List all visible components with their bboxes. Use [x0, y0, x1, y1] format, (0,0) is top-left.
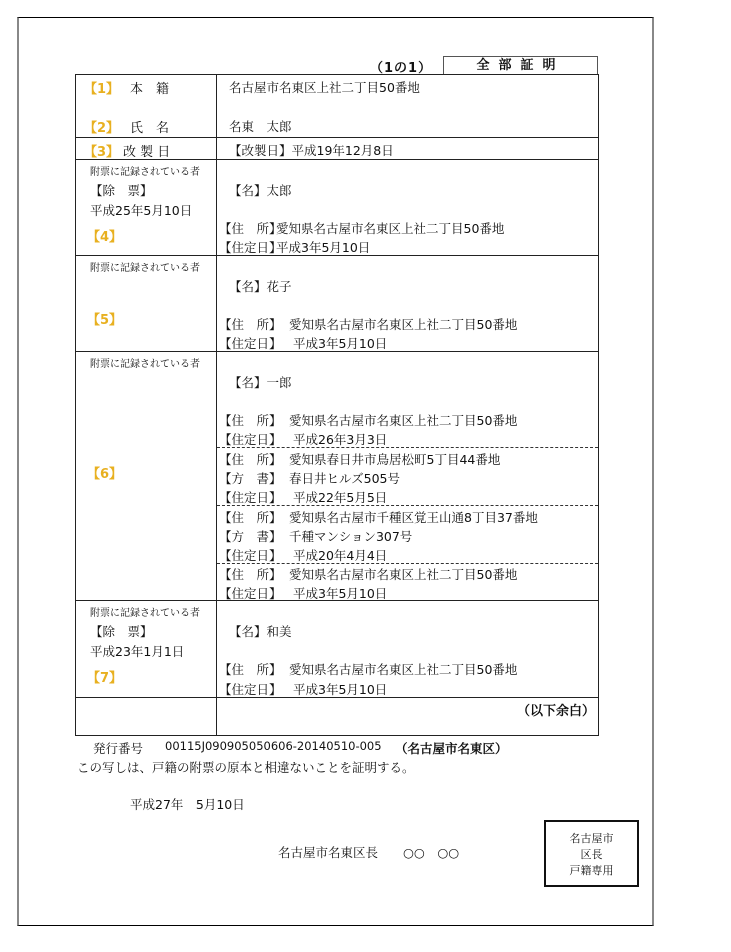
removed-date: 平成23年1月1日 [90, 644, 185, 659]
seal-line: 名古屋市 [569, 832, 614, 845]
item-number: 【6】 [87, 467, 123, 482]
address-label: 【住 所】 [219, 662, 282, 677]
residence-date-label: 【住定日】 [219, 586, 282, 601]
end-mark: （以下余白） [517, 704, 596, 719]
honseki-label: 本 籍 [130, 82, 170, 97]
residence-date-label: 【住定日】 [219, 682, 282, 697]
residence-date: 平成20年4月4日 [293, 548, 388, 563]
address-label: 【住 所】 [219, 510, 282, 525]
residence-date: 平成26年3月3日 [293, 432, 388, 447]
building-value: 千種マンション307号 [289, 529, 413, 544]
official-name: 名古屋市名東区長 ○○ ○○ [278, 845, 460, 860]
removed-label: 【除 票】 [90, 183, 153, 198]
person-header: 附票に記録されている者 [90, 359, 200, 370]
certification-text: この写しは、戸籍の附票の原本と相違ないことを証明する。 [77, 760, 415, 775]
residence-date: 平成3年5月10日 [293, 682, 388, 697]
building-label: 【方 書】 [219, 529, 282, 544]
shimei-value: 名東 太郎 [229, 119, 292, 134]
residence-date-label: 【住定日】 [219, 432, 282, 447]
building-value: 春日井ヒルズ505号 [289, 471, 400, 486]
seal-line: 戸籍専用 [569, 864, 614, 877]
address-value: 愛知県名古屋市名東区上社二丁目50番地 [289, 317, 518, 332]
item-number: 【3】 [84, 145, 120, 160]
residence-date: 平成3年5月10日 [293, 336, 388, 351]
item-number: 【1】 [84, 82, 120, 97]
residence-date: 平成3年5月10日 [276, 240, 371, 255]
issue-date: 平成27年 5月10日 [130, 797, 245, 812]
shimei-label: 氏 名 [130, 121, 170, 136]
person-name: 【名】和美 [229, 624, 292, 639]
row-divider [75, 137, 599, 138]
person-name: 【名】一郎 [229, 375, 292, 390]
kaisei-label: 改 製 日 [123, 145, 171, 160]
residence-date-label: 【住定日】 [219, 490, 282, 505]
honseki-value: 名古屋市名東区上社二丁目50番地 [229, 80, 420, 95]
address-value: 愛知県名古屋市名東区上社二丁目50番地 [276, 221, 505, 236]
residence-date-label: 【住定日】 [219, 240, 282, 255]
item-number: 【4】 [87, 230, 123, 245]
column-divider [216, 74, 217, 736]
issue-number: 00115J090905050606-20140510-005 [165, 739, 382, 753]
address-label: 【住 所】 [219, 413, 282, 428]
address-value: 愛知県名古屋市千種区覚王山通8丁目37番地 [289, 510, 538, 525]
item-number: 【5】 [87, 313, 123, 328]
address-label: 【住 所】 [219, 317, 282, 332]
residence-date: 平成22年5月5日 [293, 490, 388, 505]
residence-date-label: 【住定日】 [219, 548, 282, 563]
seal-line: 区長 [580, 848, 603, 861]
removed-date: 平成25年5月10日 [90, 203, 193, 218]
building-label: 【方 書】 [219, 471, 282, 486]
page-number: （1の1） [370, 61, 433, 76]
address-value: 愛知県名古屋市名東区上社二丁目50番地 [289, 567, 518, 582]
item-number: 【2】 [84, 121, 120, 136]
person-header: 附票に記録されている者 [90, 608, 200, 619]
address-label: 【住 所】 [219, 567, 282, 582]
residence-date: 平成3年5月10日 [293, 586, 388, 601]
person-name: 【名】太郎 [229, 183, 292, 198]
issue-number-label: 発行番号 [93, 741, 144, 756]
residence-date-label: 【住定日】 [219, 336, 282, 351]
address-value: 愛知県春日井市鳥居松町5丁目44番地 [289, 452, 501, 467]
person-name: 【名】花子 [229, 279, 292, 294]
removed-label: 【除 票】 [90, 624, 153, 639]
kaisei-value: 【改製日】平成19年12月8日 [229, 143, 394, 158]
official-seal-box [544, 820, 639, 887]
person-header: 附票に記録されている者 [90, 263, 200, 274]
certificate-type-box: 全部証明 [443, 56, 598, 75]
item-number: 【7】 [87, 671, 123, 686]
address-label: 【住 所】 [219, 452, 282, 467]
address-value: 愛知県名古屋市名東区上社二丁目50番地 [289, 662, 518, 677]
address-value: 愛知県名古屋市名東区上社二丁目50番地 [289, 413, 518, 428]
person-header: 附票に記録されている者 [90, 167, 200, 178]
issue-office: （名古屋市名東区） [395, 741, 508, 756]
address-label: 【住 所】 [219, 221, 282, 236]
